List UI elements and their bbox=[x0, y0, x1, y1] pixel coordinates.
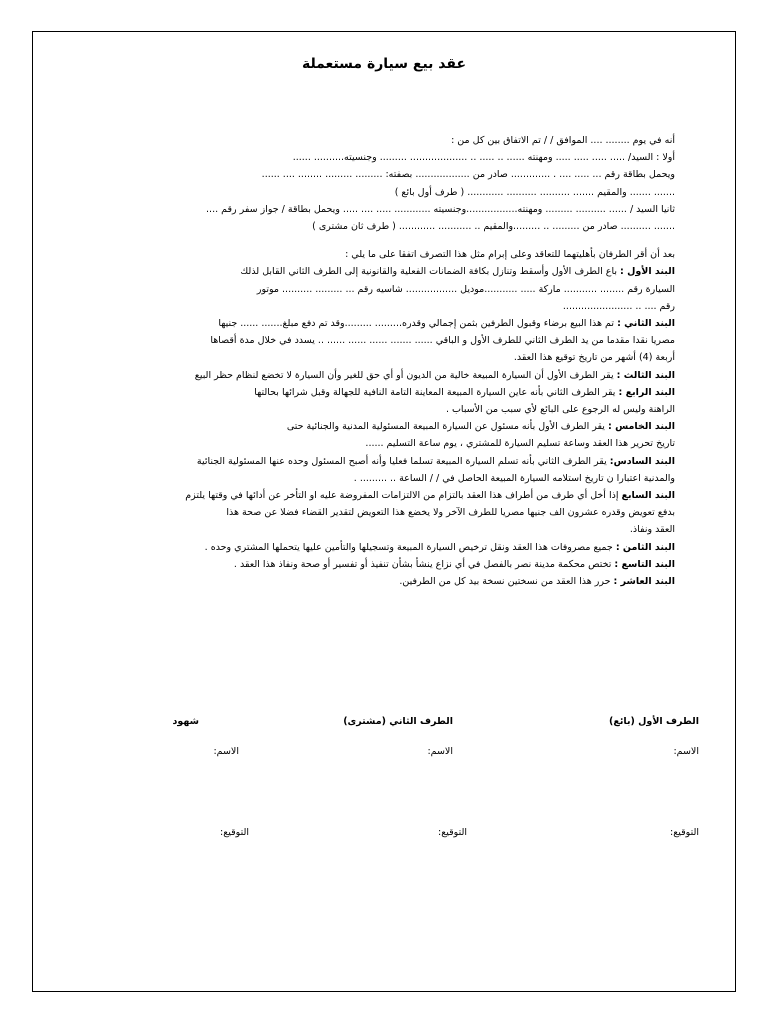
clause-text: تختص محكمة مدينة نصر بالفصل في أي نزاع ينشأ بشأن تنفيذ أو تفسير أو صحة ونفاذ هذا العقد . bbox=[233, 558, 612, 570]
intro-section bbox=[91, 132, 675, 235]
clause-label: البند العاشر : bbox=[613, 576, 675, 588]
clause-text: السيارة رقم ........ ........... ماركة ..... ...........موديل ................. شاسيه رقم ... ......... .......... موتور bbox=[256, 283, 675, 295]
clause-text: تم هذا البيع برضاء وقبول الطرفين بثمن إجمالي وقدره......... .........وقد تم دفع مبلغ....... ...... جنيها bbox=[218, 318, 615, 330]
clause-label: البند الثاني : bbox=[617, 318, 675, 330]
clause-label: البند الرابع : bbox=[618, 386, 675, 398]
clause-text: يقر الطرف الثاني بأنه تسلم السيارة المبيعة تسلما فعليا وأنه أصبح المسئول وحده عنها المسئولية الجنائية bbox=[196, 455, 607, 467]
clause-label: البند التاسع : bbox=[614, 558, 675, 570]
clause-1 bbox=[91, 263, 675, 315]
clause-text: بدفع تعويض وقدره عشرون الف جنيها مصريا للطرف الآخر ولا يخضع هذا التعويض لتقدير القضاء فضلا عن صحة هذا bbox=[226, 507, 675, 519]
contract-title: عقد بيع سيارة مستعملة bbox=[301, 56, 467, 72]
seller-sign-label: التوقيع: bbox=[670, 827, 699, 838]
clause-text: الراهنة وليس له الرجوع على البائع لأي سبب من الأسباب . bbox=[445, 404, 675, 416]
clause-text: إذا أخل أي طرف من أطراف هذا العقد بالتزام من الالتزامات المفروضة عليه او التأخر عن أدائها في وقتها يلتزم bbox=[185, 490, 619, 502]
clause-6 bbox=[91, 453, 675, 487]
witnesses-heading: شهود bbox=[172, 716, 199, 727]
clause-text: رقم .... .. ....................... bbox=[562, 300, 675, 312]
contract-page bbox=[32, 31, 736, 992]
witnesses-name-label: الاسم: bbox=[213, 746, 239, 757]
clause-label: البند السابع bbox=[621, 490, 675, 502]
buyer-heading: الطرف الثاني (مشترى) bbox=[343, 716, 453, 727]
clause-label: البند الثالث : bbox=[616, 369, 675, 381]
clause-9 bbox=[91, 556, 675, 573]
clause-label: البند الخامس : bbox=[607, 421, 675, 433]
intro-line-second-party: ثانيا السيد / ...... .......... ......... ومهنته.................وجنسيته ............ ..... .... ..... ويحمل بطاقة / جواز سفر رقم .... bbox=[206, 203, 675, 215]
clause-text: يقر الطرف الأول أن السيارة المبيعة خالية من الديون أو أي حق للغير وأن السيارة لا تخضع لنظام حظر البيع bbox=[194, 369, 614, 381]
clause-3 bbox=[91, 367, 675, 384]
buyer-sign-label: التوقيع: bbox=[438, 827, 467, 838]
clause-text: يقر الطرف الأول بأنه مسئول عن السيارة المبيعة المسئولية المدنية والجنائية حتى bbox=[286, 421, 605, 433]
clause-7 bbox=[91, 487, 675, 539]
clause-8 bbox=[91, 539, 675, 556]
clause-text: مصريا نقدا مقدما من يد الطرف الثاني للطرف الأول و الباقي ...... ....... ...... ...... ...... .. يسدد في خلال مدة أقصاها bbox=[210, 335, 675, 347]
clause-text: حرر هذا العقد من نسختين نسخة بيد كل من الطرفين. bbox=[399, 576, 611, 588]
clause-text: والمدنية اعتبارا ن تاريخ استلامه السيارة المبيعة الحاصل في / / الساعة .. ......... . bbox=[353, 472, 675, 484]
clause-4 bbox=[91, 384, 675, 418]
clause-text: يقر الطرف الثاني بأنه عاين السيارة المبيعة المعاينة التامة النافية للجهالة وقبل شرائها بحالتها bbox=[254, 386, 616, 398]
witnesses-sign-label: التوقيع: bbox=[220, 827, 249, 838]
intro-line-first-party-id: ويحمل بطاقة رقم ... ..... .... . ............. صادر من .................. بصفته: ......... ......... ........ .... ...... bbox=[261, 169, 675, 181]
clause-5 bbox=[91, 418, 675, 452]
clause-text: العقد ونفاذ. bbox=[629, 524, 675, 536]
clause-text: باع الطرف الأول وأسقط وتنازل بكافة الضمانات الفعلية والقانونية إلى الطرف الثاني القابل لذلك bbox=[240, 266, 617, 278]
contract-body bbox=[91, 132, 675, 590]
buyer-name-label: الاسم: bbox=[427, 746, 453, 757]
intro-line-first-party-address: ....... ....... والمقيم ....... .......... .......... ............ ( طرف أول بائع ) bbox=[394, 186, 675, 198]
clause-text: جميع مصروفات هذا العقد ونقل ترخيص السيارة المبيعة وتسجيلها والتأمين عليها يتحملها المشتري وحده . bbox=[204, 541, 613, 553]
intro-line-date: أنه في يوم ........ .... الموافق / / تم الاتفاق بين كل من : bbox=[451, 135, 675, 146]
clause-text: أربعة (4) أشهر من تاريخ توقيع هذا العقد. bbox=[513, 352, 675, 364]
preamble: بعد أن أقر الطرفان بأهليتهما للتعاقد وعلى إبرام مثل هذا التصرف اتفقا على ما يلي : bbox=[345, 249, 675, 261]
seller-name-label: الاسم: bbox=[673, 746, 699, 757]
clause-label: البند الثامن : bbox=[615, 541, 675, 553]
clause-text: تاريخ تحرير هذا العقد وساعة تسليم السيارة للمشتري ، يوم ساعة التسليم ...... bbox=[365, 438, 675, 450]
intro-line-first-party: أولا : السيد/ ..... ..... ..... ..... ومهنته ...... .. ..... .. ................... ......... وجنسيته.......... ...... bbox=[292, 152, 675, 164]
clause-label: البند الأول : bbox=[620, 266, 675, 278]
clause-10 bbox=[91, 573, 675, 590]
seller-heading: الطرف الأول (بائع) bbox=[609, 716, 699, 727]
clause-2 bbox=[91, 315, 675, 367]
clause-label: البند السادس: bbox=[609, 455, 675, 467]
intro-line-second-party-address: ....... .......... صادر من ......... .. .........والمقيم .. ........... ............ ( طرف ثان مشترى ) bbox=[312, 221, 675, 233]
